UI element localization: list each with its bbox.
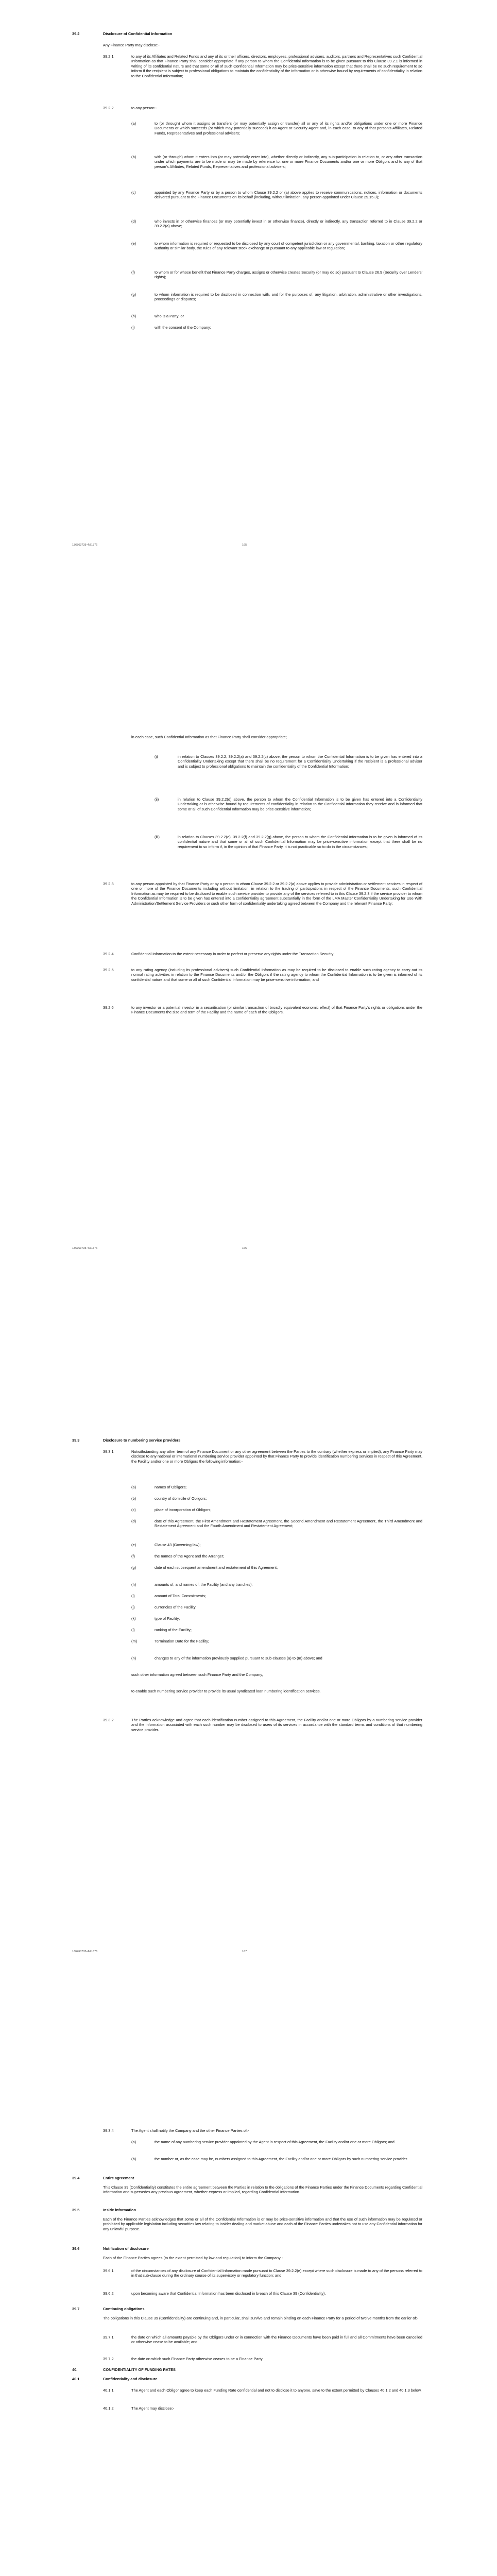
clause-continuation: in each case, such Confidential Information as that Finance Party shall consider appropriate;: [131, 735, 287, 739]
sub-clause-label: (a): [131, 1485, 136, 1489]
clause-heading: Entire agreement: [103, 2176, 134, 2180]
sub-clause-label: (m): [131, 1639, 138, 1643]
clause-text: The Agent shall notify the Company and the other Finance Parties of:-: [131, 2128, 249, 2133]
sub-clause-label: (g): [131, 292, 136, 297]
sub-clause-label: (h): [131, 1582, 136, 1587]
sub-clause-text: who invests in or otherwise finances (or may potentially invest in or otherwise finance), directly or indirectly, any transaction referred to in Clause 39.2.2 or 39.2.2(a) above;: [155, 219, 422, 229]
clause-heading: Disclosure to numbering service providers: [103, 1438, 181, 1443]
clause-number: 39.7.1: [103, 2335, 114, 2340]
clause-heading: Confidentiality and disclosure: [103, 2377, 158, 2381]
sub-clause-text: in relation to Clauses 39.2.2, 39.2.2(a) and 39.2.2(c) above, the person to whom the Confidential Information is to be given has entered into a Confidentiality Undertaking except that there shall be no requirement for a Confidentiality Undertaking if the recipient is a professional adviser and is subject to professional obligations to maintain the confidentiality of the Confidential Information;: [178, 754, 422, 769]
clause-number: 39.7.2: [103, 2357, 114, 2361]
clause-number: 39.2.5: [103, 968, 114, 972]
sub-clause-text: type of Facility;: [155, 1616, 180, 1621]
clause-text: The Agent and each Obligor agree to keep each Funding Rate confidential and not to disclose it to anyone, save to the extent permitted by Clauses 40.1.2 and 40.1.3 below.: [131, 2388, 422, 2393]
sub-clause-label: (l): [131, 1628, 135, 1632]
clause-text: to any person appointed by that Finance Party or by a person to whom Clause 39.2.2 or 39.2.2(a) above applies to provide administration or settlement services in respect of one or more of the Finance Documents including without limitation, in relation to the trading of participations in respect of the Finance Documents, such Confidential Information as may be required to be disclosed to enable such service provider to provide any of the services referred to in this Clause 39.2.3 if the service provider to whom the Confidential Information is to be given has entered into a confidentiality agreement substantially in the form of the LMA Master Confidentiality Undertaking for Use With Administration/Settlement Service Providers or such other form of confidentiality undertaking agreed between the Company and the relevant Finance Party;: [131, 882, 422, 906]
clause-text: Notwithstanding any other term of any Finance Document or any other agreement between the Parties to the contrary (whether express or implied), any Finance Party may disclose to any national or international numbering service provider appointed by that Finance Party to provide identification numbering services in respect of this Agreement, the Facility and/or one or more Obligors the following information:-: [131, 1449, 422, 1464]
clause-number: 39.3.1: [103, 1449, 114, 1454]
sub-clause-label: (e): [131, 1543, 136, 1547]
sub-clause-text: currencies of the Facility;: [155, 1605, 197, 1609]
clause-number: 39.3.2: [103, 1718, 114, 1722]
sub-clause-text: to whom information is required to be disclosed in connection with, and for the purposes of, any litigation, arbitration, administrative or other investigations, proceedings or disputes;: [155, 292, 422, 302]
sub-clause-text: date of this Agreement, the First Amendment and Restatement Agreement, the Second Amendment and Restatement Agreement, the Third Amendment and Restatement Agreement and the Fourth Amendment and Restatement Agreement;: [155, 1519, 422, 1529]
sub-clause-text: with the consent of the Company;: [155, 325, 211, 330]
clause-paragraph: This Clause 39 (Confidentiality) constitutes the entire agreement between the Parties in relation to the obligations of the Finance Parties under the Finance Documents regarding Confidential Information and supersedes any previous agreement, whether express or implied, regarding Confidential Information.: [103, 2185, 422, 2195]
sub-clause-label: (f): [131, 1554, 135, 1558]
clause-paragraph: Each of the Finance Parties acknowledges that some or all of the Confidential Information is or may be price-sensitive information and that the use of such information may be regulated or prohibited by applicable legislation including securities law relating to insider dealing and market abuse and each of the Finance Parties undertakes not to use any Confidential Information for any unlawful purpose.: [103, 2217, 422, 2231]
clause-number: 39.3.4: [103, 2128, 114, 2133]
sub-clause-text: in relation to Clauses 39.2.2(e), 39.2.2(f) and 39.2.2(g) above, the person to whom the Confidential Information is to be given is informed of its confidential nature and that some or all of such Confidential Information may be price-sensitive information except that there shall be no requirement to so inform if, in the opinion of that Finance Party, it is not practicable so to do in the circumstances;: [178, 835, 422, 849]
page-number: 167: [242, 1950, 247, 1953]
clause-number: 39.6.1: [103, 2268, 114, 2273]
footer-reference: 136763735-4\71376: [72, 544, 98, 547]
clause-text: to any of its Affiliates and Related Funds and any of its or their officers, directors, employees, professional advisers, auditors, partners and Representatives such Confidential Information as that Finance Party shall consider appropriate if any person to whom the Confidential Information is to be given pursuant to this Clause 39.2.1 is informed in writing of its confidential nature and that some or all of such Confidential Information may be price-sensitive information except that there shall be no such requirement to so inform if the recipient is subject to professional obligations to maintain the confidentiality of the information or is otherwise bound by requirements of confidentiality in relation to the Confidential Information;: [131, 54, 422, 78]
document-page-168: [0, 2110, 497, 2576]
sub-clause-label: (g): [131, 1565, 136, 1570]
sub-clause-label: (i): [131, 325, 135, 330]
sub-clause-label: (ii): [155, 797, 159, 802]
sub-clause-label: (f): [131, 270, 135, 275]
clause-heading: Continuing obligations: [103, 2307, 145, 2311]
sub-clause-label: (e): [131, 241, 136, 246]
sub-clause-text: amounts of, and names of, the Facility (and any tranches);: [155, 1582, 253, 1587]
footer-reference: 136763735-4\71376: [72, 1247, 98, 1250]
sub-clause-label: (c): [131, 1507, 136, 1512]
clause-number: 39.6: [72, 2246, 80, 2251]
clause-number: 40.1: [72, 2377, 80, 2381]
clause-text: to any investor or a potential investor in a securitisation (or similar transaction of broadly equivalent economic effect) of that Finance Party's rights or obligations under the Finance Documents the size and term of the Facility and the name of each of the Obligors.: [131, 1005, 422, 1015]
sub-clause-text: to whom or for whose benefit that Finance Party charges, assigns or otherwise creates Security (or may do so) pursuant to Clause 26.9 (Security over Lenders' rights);: [155, 270, 422, 280]
clause-number: 40.: [72, 2367, 78, 2372]
clause-number: 39.6.2: [103, 2291, 114, 2296]
sub-clause-label: (i): [131, 1594, 135, 1598]
sub-clause-label: (n): [131, 1656, 136, 1660]
document-page-165: [0, 0, 497, 703]
clause-number: 39.2.1: [103, 54, 114, 59]
sub-clause-label: (b): [131, 155, 136, 159]
footer-reference: 136763735-4\71376: [72, 1950, 98, 1953]
sub-clause-text: date of each subsequent amendment and restatement of this Agreement;: [155, 1565, 278, 1570]
clause-text: to any rating agency (including its professional advisers) such Confidential Information as may be required to be disclosed to enable such rating agency to carry out its normal rating activities in relation to the Finance Documents and/or the Obligors if the rating agency to whom the Confidential Information is to be given is informed of its confidential nature and that some or all of such Confidential Information may be price-sensitive information; and: [131, 968, 422, 982]
sub-clause-text: to whom information is required or requested to be disclosed by any court of competent jurisdiction or any governmental, banking, taxation or other regulatory authority or similar body, the rules of any relevant stock exchange or pursuant to any applicable law or regulation;: [155, 241, 422, 251]
clause-number: 39.3: [72, 1438, 80, 1443]
clause-number: 39.5: [72, 2208, 80, 2212]
clause-text: The Parties acknowledge and agree that each identification number assigned to this Agreement, the Facility and/or one or more Obligors by a numbering service provider and the information associated with each such number may be disclosed to users of its services in accordance with the standard terms and conditions of that numbering service provider.: [131, 1718, 422, 1732]
clause-heading: Notification of disclosure: [103, 2246, 149, 2251]
clause-number: 39.7: [72, 2307, 80, 2311]
sub-clause-label: (a): [131, 121, 136, 126]
clause-number: 39.2: [72, 31, 80, 36]
sub-clause-text: with (or through) whom it enters into (or may potentially enter into), whether directly or indirectly, any sub-participation in relation to, or any other transaction under which payments are to be made or may be made by reference to, one or more Finance Documents and/or one or more Obligors and to any of that person's Affiliates, Related Funds, Representatives and professional advisers;: [155, 155, 422, 169]
clause-intro: Any Finance Party may disclose:-: [103, 43, 160, 47]
sub-clause-text: to (or through) whom it assigns or transfers (or may potentially assign or transfer) all or any of its rights and/or obligations under one or more Finance Documents or which succeeds (or which may potentially succeed) it as Agent or Security Agent and, in each case, to any of that person's Affiliates, Related Funds, Representatives and professional advisers;: [155, 121, 422, 135]
clause-heading: Inside information: [103, 2208, 136, 2212]
clause-number: 39.2.3: [103, 882, 114, 886]
sub-clause-label: (j): [131, 1605, 135, 1609]
sub-clause-label: (d): [131, 219, 136, 224]
sub-clause-label: (b): [131, 1496, 136, 1501]
clause-number: 40.1.1: [103, 2388, 114, 2393]
clause-text: of the circumstances of any disclosure of Confidential Information made pursuant to Clause 39.2.2(e) except where such disclosure is made to any of the persons referred to in that sub-clause during the ordinary course of its supervisory or regulatory function; and: [131, 2268, 422, 2278]
clause-text: the date on which all amounts payable by the Obligors under or in connection with the Finance Documents have been paid in full and all Commitments have been cancelled or otherwise cease to be available; and: [131, 2335, 422, 2345]
clause-text: The Agent may disclose:-: [131, 2406, 174, 2411]
sub-clause-label: (i): [155, 754, 158, 759]
page-number: 166: [242, 1247, 247, 1250]
sub-clause-text: in relation to Clause 39.2.2(d) above, the person to whom the Confidential Information is to be given has entered into a Confidentiality Undertaking or is otherwise bound by requirements of confidentiality in relation to the Confidential Information they receive and is informed that some or all of such Confidential Information may be price-sensitive information;: [178, 797, 422, 811]
sub-clause-text: Clause 43 (Governing law);: [155, 1543, 201, 1547]
sub-clause-text: who is a Party; or: [155, 314, 184, 318]
sub-clause-text: the name of any numbering service provider appointed by the Agent in respect of this Agreement, the Facility and/or one or more Obligors; and: [155, 2140, 395, 2144]
clause-text: to enable such numbering service provider to provide its usual syndicated loan numbering identification services.: [131, 1689, 321, 1693]
sub-clause-label: (iii): [155, 835, 160, 839]
clause-text: to any person:-: [131, 106, 157, 110]
sub-clause-text: amount of Total Commitments;: [155, 1594, 207, 1598]
sub-clause-text: ranking of the Facility;: [155, 1628, 192, 1632]
sub-clause-label: (k): [131, 1616, 136, 1621]
clause-text: upon becoming aware that Confidential Information has been disclosed in breach of this Clause 39 (Confidentiality).: [131, 2291, 326, 2296]
sub-clause-text: place of incorporation of Obligors;: [155, 1507, 212, 1512]
sub-clause-text: changes to any of the information previously supplied pursuant to sub-clauses (a) to (m) above; and: [155, 1656, 322, 1660]
clause-number: 39.4: [72, 2176, 80, 2180]
sub-clause-text: the names of the Agent and the Arranger;: [155, 1554, 225, 1558]
page-number: 165: [242, 544, 247, 547]
clause-heading: Disclosure of Confidential Information: [103, 31, 173, 36]
sub-clause-text: appointed by any Finance Party or by a person to whom Clause 39.2.2 or (a) above applies to receive communications, notices, information or documents delivered pursuant to the Finance Documents on its behalf (including, without limitation, any person appointed under Clause 29.15.3);: [155, 190, 422, 200]
clause-number: 40.1.2: [103, 2406, 114, 2411]
sub-clause-label: (c): [131, 190, 136, 195]
clause-paragraph: Each of the Finance Parties agrees (to the extent permitted by law and regulation) to inform the Company:-: [103, 2256, 283, 2260]
sub-clause-label: (a): [131, 2140, 136, 2144]
sub-clause-label: (b): [131, 2157, 136, 2161]
clause-continuation: such other information agreed between such Finance Party and the Company,: [131, 1672, 263, 1677]
sub-clause-text: country of domicile of Obligors;: [155, 1496, 207, 1501]
sub-clause-label: (h): [131, 314, 136, 318]
sub-clause-label: (d): [131, 1519, 136, 1523]
clause-text: the date on which such Finance Party otherwise ceases to be a Finance Party.: [131, 2357, 264, 2361]
clause-heading: CONFIDENTIALITY OF FUNDING RATES: [103, 2367, 176, 2372]
sub-clause-text: Termination Date for the Facility;: [155, 1639, 209, 1643]
clause-paragraph: The obligations in this Clause 39 (Confidentiality) are continuing and, in particular, shall survive and remain binding on each Finance Party for a period of twelve months from the earlier of:-: [103, 2316, 419, 2320]
sub-clause-text: names of Obligors;: [155, 1485, 187, 1489]
clause-number: 39.2.6: [103, 1005, 114, 1010]
clause-number: 39.2.2: [103, 106, 114, 110]
document-page-167: [0, 1406, 497, 2110]
sub-clause-text: the number or, as the case may be, numbers assigned to this Agreement, the Facility and/or one or more Obligors by such numbering service provider.: [155, 2157, 408, 2161]
clause-number: 39.2.4: [103, 952, 114, 956]
document-page-166: [0, 703, 497, 1406]
clause-text: Confidential Information to the extent necessary in order to perfect or preserve any rights under the Transaction Security;: [131, 952, 335, 956]
